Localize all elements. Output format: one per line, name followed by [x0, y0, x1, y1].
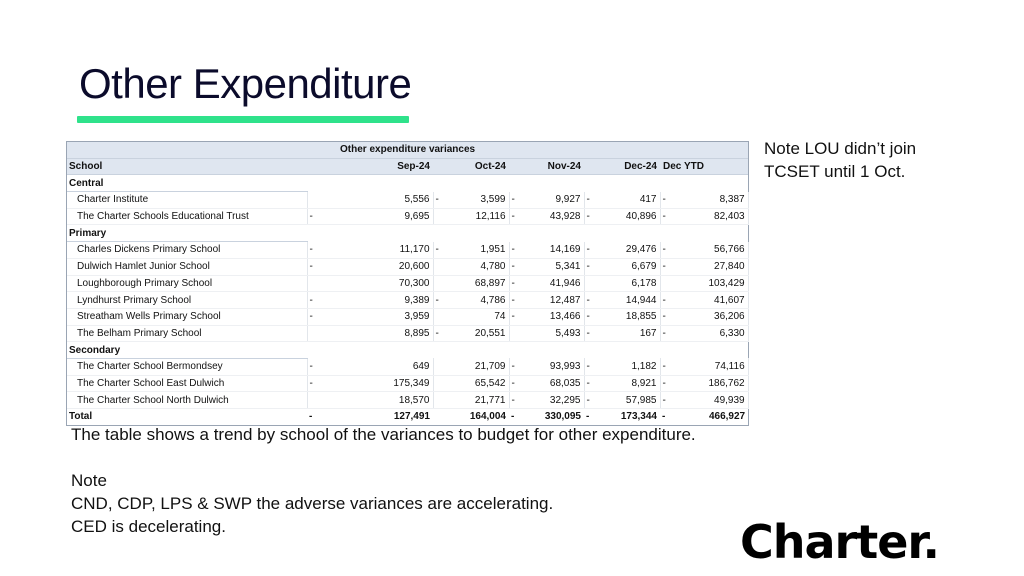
- empty-cell: [443, 342, 509, 359]
- value-cell: 29,476: [594, 242, 660, 259]
- empty-cell: [584, 225, 594, 242]
- school-name-cell: The Charter School Bermondsey: [67, 358, 307, 375]
- value-cell: 14,944: [594, 292, 660, 309]
- value-cell: 20,551: [443, 325, 509, 342]
- sign-cell: -: [584, 308, 594, 325]
- empty-cell: [509, 175, 519, 192]
- value-cell: 5,556: [317, 192, 433, 209]
- school-name-cell: Dulwich Hamlet Junior School: [67, 258, 307, 275]
- value-cell: 5,341: [519, 258, 584, 275]
- value-cell: 65,542: [443, 375, 509, 392]
- value-cell: 9,389: [317, 292, 433, 309]
- empty-cell: [584, 175, 594, 192]
- value-cell: 167: [594, 325, 660, 342]
- group-label: Secondary: [67, 342, 307, 359]
- value-cell: 56,766: [670, 242, 748, 259]
- empty-cell: [660, 225, 670, 242]
- value-cell: 164,004: [443, 409, 509, 425]
- sign-cell: [433, 208, 443, 225]
- charter-logo: Charter.: [740, 515, 940, 569]
- value-cell: 330,095: [519, 409, 584, 425]
- sign-cell: [584, 275, 594, 292]
- empty-cell: [443, 175, 509, 192]
- value-cell: 74: [443, 308, 509, 325]
- value-cell: 41,946: [519, 275, 584, 292]
- value-cell: 14,169: [519, 242, 584, 259]
- col-header-school: School: [67, 158, 307, 175]
- sign-cell: [307, 325, 317, 342]
- table-row: [67, 358, 748, 375]
- value-cell: 12,487: [519, 292, 584, 309]
- value-cell: 9,695: [317, 208, 433, 225]
- group-row: [67, 342, 748, 359]
- value-cell: 20,600: [317, 258, 433, 275]
- empty-cell: [670, 175, 748, 192]
- body-text: [71, 423, 831, 538]
- slide-title: Other Expenditure: [79, 60, 412, 107]
- value-cell: 13,466: [519, 308, 584, 325]
- sign-cell: -: [509, 258, 519, 275]
- empty-cell: [660, 342, 670, 359]
- empty-cell: [443, 225, 509, 242]
- col-header-sep: Sep-24: [307, 158, 433, 175]
- table-row: [67, 392, 748, 409]
- note-line-2: CED is decelerating.: [71, 517, 226, 536]
- value-cell: 173,344: [594, 409, 660, 425]
- sign-cell: -: [584, 242, 594, 259]
- value-cell: 466,927: [670, 409, 748, 425]
- sign-cell: -: [509, 242, 519, 259]
- sign-cell: [433, 308, 443, 325]
- sign-cell: -: [307, 409, 317, 425]
- value-cell: 32,295: [519, 392, 584, 409]
- sign-cell: [433, 358, 443, 375]
- sign-cell: -: [660, 308, 670, 325]
- sign-cell: -: [307, 208, 317, 225]
- value-cell: 21,709: [443, 358, 509, 375]
- sign-cell: -: [584, 325, 594, 342]
- table-row: [67, 325, 748, 342]
- sign-cell: [433, 392, 443, 409]
- table-row: [67, 292, 748, 309]
- value-cell: 6,330: [670, 325, 748, 342]
- table-row: [67, 275, 748, 292]
- sign-cell: -: [509, 292, 519, 309]
- value-cell: 4,786: [443, 292, 509, 309]
- sign-cell: -: [509, 375, 519, 392]
- sign-cell: [433, 275, 443, 292]
- table-row: [67, 375, 748, 392]
- note-line-1: CND, CDP, LPS & SWP the adverse variances are accelerating.: [71, 494, 554, 513]
- sign-cell: -: [584, 375, 594, 392]
- value-cell: 8,387: [670, 192, 748, 209]
- sign-cell: -: [660, 208, 670, 225]
- empty-cell: [594, 175, 660, 192]
- empty-cell: [519, 225, 584, 242]
- value-cell: 9,927: [519, 192, 584, 209]
- value-cell: 18,855: [594, 308, 660, 325]
- value-cell: 57,985: [594, 392, 660, 409]
- empty-cell: [519, 175, 584, 192]
- value-cell: 649: [317, 358, 433, 375]
- value-cell: 186,762: [670, 375, 748, 392]
- sign-cell: -: [660, 358, 670, 375]
- body-line-1: The table shows a trend by school of the variances to budget for other expenditure.: [71, 425, 696, 444]
- sign-cell: -: [584, 358, 594, 375]
- sign-cell: -: [509, 358, 519, 375]
- value-cell: 74,116: [670, 358, 748, 375]
- group-row: [67, 175, 748, 192]
- value-cell: 12,116: [443, 208, 509, 225]
- sign-cell: -: [584, 292, 594, 309]
- col-header-oct: Oct-24: [433, 158, 509, 175]
- variance-table: [67, 142, 749, 425]
- sign-cell: [660, 275, 670, 292]
- sign-cell: -: [509, 208, 519, 225]
- school-name-cell: The Charter Schools Educational Trust: [67, 208, 307, 225]
- col-header-nov: Nov-24: [509, 158, 584, 175]
- school-name-cell: The Charter School North Dulwich: [67, 392, 307, 409]
- table-header-row: [67, 158, 748, 175]
- value-cell: 5,493: [519, 325, 584, 342]
- value-cell: 127,491: [317, 409, 433, 425]
- group-row: [67, 225, 748, 242]
- value-cell: 18,570: [317, 392, 433, 409]
- value-cell: 70,300: [317, 275, 433, 292]
- school-name-cell: Charles Dickens Primary School: [67, 242, 307, 259]
- school-name-cell: The Belham Primary School: [67, 325, 307, 342]
- empty-cell: [584, 342, 594, 359]
- sign-cell: -: [307, 375, 317, 392]
- value-cell: 1,182: [594, 358, 660, 375]
- empty-cell: [594, 225, 660, 242]
- value-cell: 175,349: [317, 375, 433, 392]
- empty-cell: [317, 175, 433, 192]
- sign-cell: -: [307, 242, 317, 259]
- value-cell: 4,780: [443, 258, 509, 275]
- side-note: Note LOU didn’t join TCSET until 1 Oct.: [764, 139, 917, 181]
- empty-cell: [594, 342, 660, 359]
- value-cell: 68,035: [519, 375, 584, 392]
- sign-cell: [307, 392, 317, 409]
- sign-cell: -: [584, 192, 594, 209]
- title-accent-bar: [77, 116, 409, 123]
- school-name-cell: The Charter School East Dulwich: [67, 375, 307, 392]
- table-row: [67, 192, 748, 209]
- table-row: [67, 208, 748, 225]
- col-header-ytd: Dec YTD: [660, 158, 748, 175]
- sign-cell: -: [433, 242, 443, 259]
- table-caption-row: [67, 142, 748, 158]
- value-cell: 3,959: [317, 308, 433, 325]
- group-label: Primary: [67, 225, 307, 242]
- sign-cell: -: [307, 258, 317, 275]
- sign-cell: [307, 275, 317, 292]
- value-cell: 11,170: [317, 242, 433, 259]
- sign-cell: -: [660, 242, 670, 259]
- value-cell: 8,921: [594, 375, 660, 392]
- empty-cell: [519, 342, 584, 359]
- sign-cell: -: [433, 292, 443, 309]
- sign-cell: -: [509, 192, 519, 209]
- empty-cell: [433, 342, 443, 359]
- school-name-cell: Streatham Wells Primary School: [67, 308, 307, 325]
- sign-cell: -: [660, 325, 670, 342]
- sign-cell: -: [307, 292, 317, 309]
- sign-cell: -: [509, 275, 519, 292]
- sign-cell: -: [660, 192, 670, 209]
- group-label: Central: [67, 175, 307, 192]
- value-cell: 36,206: [670, 308, 748, 325]
- empty-cell: [433, 175, 443, 192]
- sign-cell: -: [660, 292, 670, 309]
- sign-cell: -: [509, 409, 519, 425]
- variance-table-container: [66, 141, 749, 426]
- note-heading: Note: [71, 471, 107, 490]
- value-cell: 6,178: [594, 275, 660, 292]
- value-cell: 49,939: [670, 392, 748, 409]
- empty-cell: [307, 342, 317, 359]
- table-row: [67, 258, 748, 275]
- sign-cell: -: [509, 392, 519, 409]
- empty-cell: [509, 225, 519, 242]
- value-cell: 82,403: [670, 208, 748, 225]
- table-caption: Other expenditure variances: [67, 142, 748, 158]
- value-cell: 6,679: [594, 258, 660, 275]
- school-name-cell: Lyndhurst Primary School: [67, 292, 307, 309]
- sign-cell: -: [660, 392, 670, 409]
- value-cell: 1,951: [443, 242, 509, 259]
- empty-cell: [660, 175, 670, 192]
- sign-cell: -: [509, 308, 519, 325]
- value-cell: 3,599: [443, 192, 509, 209]
- sign-cell: -: [660, 409, 670, 425]
- empty-cell: [317, 225, 433, 242]
- empty-cell: [307, 175, 317, 192]
- sign-cell: -: [433, 325, 443, 342]
- empty-cell: [670, 225, 748, 242]
- value-cell: 41,607: [670, 292, 748, 309]
- sign-cell: -: [584, 409, 594, 425]
- empty-cell: [317, 342, 433, 359]
- sign-cell: [509, 325, 519, 342]
- table-row: [67, 308, 748, 325]
- sign-cell: -: [660, 375, 670, 392]
- value-cell: 43,928: [519, 208, 584, 225]
- empty-cell: [433, 225, 443, 242]
- school-name-cell: Total: [67, 409, 307, 425]
- sign-cell: -: [660, 258, 670, 275]
- sign-cell: -: [307, 308, 317, 325]
- value-cell: 21,771: [443, 392, 509, 409]
- empty-cell: [509, 342, 519, 359]
- empty-cell: [307, 225, 317, 242]
- sign-cell: [307, 192, 317, 209]
- value-cell: 417: [594, 192, 660, 209]
- sign-cell: -: [433, 192, 443, 209]
- sign-cell: [433, 375, 443, 392]
- sign-cell: [433, 258, 443, 275]
- school-name-cell: Charter Institute: [67, 192, 307, 209]
- sign-cell: -: [584, 258, 594, 275]
- sign-cell: -: [307, 358, 317, 375]
- value-cell: 68,897: [443, 275, 509, 292]
- value-cell: 103,429: [670, 275, 748, 292]
- value-cell: 93,993: [519, 358, 584, 375]
- sign-cell: -: [584, 392, 594, 409]
- empty-cell: [670, 342, 748, 359]
- value-cell: 8,895: [317, 325, 433, 342]
- value-cell: 40,896: [594, 208, 660, 225]
- sign-cell: -: [584, 208, 594, 225]
- table-row: [67, 242, 748, 259]
- value-cell: 27,840: [670, 258, 748, 275]
- school-name-cell: Loughborough Primary School: [67, 275, 307, 292]
- col-header-dec: Dec-24: [584, 158, 660, 175]
